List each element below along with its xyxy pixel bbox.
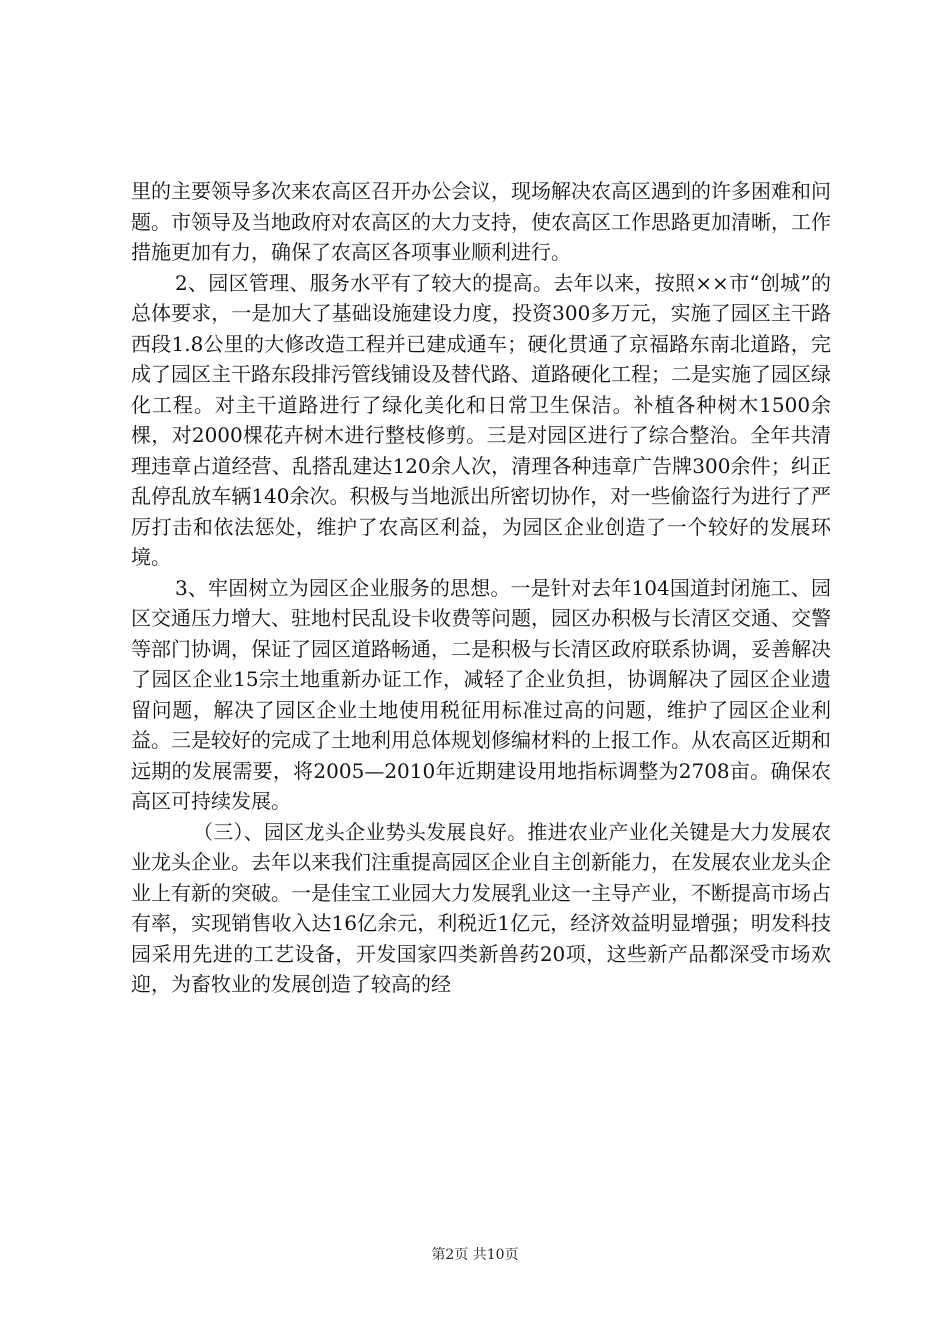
document-body: [131, 176, 831, 1000]
paragraph-continuation: 里的主要领导多次来农高区召开办公会议，现场解决农高区遇到的许多困难和问题。市领导及当地政府对农高区的大力支持，使农高区工作思路更加清晰，工作措施更加有力，确保了农高区各项事业顺利进行。: [131, 179, 831, 264]
page-number-footer: 第2页 共10页: [431, 1247, 519, 1263]
paragraph-leading-enterprises: （三）、园区龙头企业势头发展良好。推进农业产业化关键是大力发展农业龙头企业。去年以来我们注重提高园区企业自主创新能力，在发展农业龙头企业上有新的突破。一是佳宝工业园大力发展乳业这一主导产业，不断提高市场占有率，实现销售收入达16亿余元，利税近1亿元，经济效益明显增强；明发科技园采用先进的工艺设备，开发国家四类新兽药20项，这些新产品都深受市场欢迎，为畜牧业的发展创造了较高的经: [131, 819, 831, 996]
paragraph-enterprise-service: 3、牢固树立为园区企业服务的思想。一是针对去年104国道封闭施工、园区交通压力增大、驻地村民乱设卡收费等问题，园区办积极与长清区交通、交警等部门协调，保证了园区道路畅通，二是积极与长清区政府联系协调，妥善解决了园区企业15宗土地重新办证工作，减轻了企业负担，协调解决了园区企业遗留问题，解决了园区企业土地使用税征用标准过高的问题，维护了园区企业利益。三是较好的完成了土地利用总体规划修编材料的上报工作。从农高区近期和远期的发展需要，将2005—2010年近期建设用地指标调整为2708亩。确保农高区可持续发展。: [131, 575, 831, 813]
paragraph-park-management: 2、园区管理、服务水平有了较大的提高。去年以来，按照××市“创城”的总体要求，一是加大了基础设施建设力度，投资300多万元，实施了园区主干路西段1.8公里的大修改造工程并已建成通车；硬化贯通了京福路东南北道路，完成了园区主干路东段排污管线铺设及替代路、道路硬化工程；二是实施了园区绿化工程。对主干道路进行了绿化美化和日常卫生保洁。补植各种树木1500余棵，对2000棵花卉树木进行整枝修剪。三是对园区进行了综合整治。全年共清理违章占道经营、乱搭乱建达120余人次，清理各种违章广告牌300余件；纠正乱停乱放车辆140余次。积极与当地派出所密切协作，对一些偷盗行为进行了严厉打击和依法惩处，维护了农高区利益，为园区企业创造了一个较好的发展环境。: [131, 270, 831, 569]
